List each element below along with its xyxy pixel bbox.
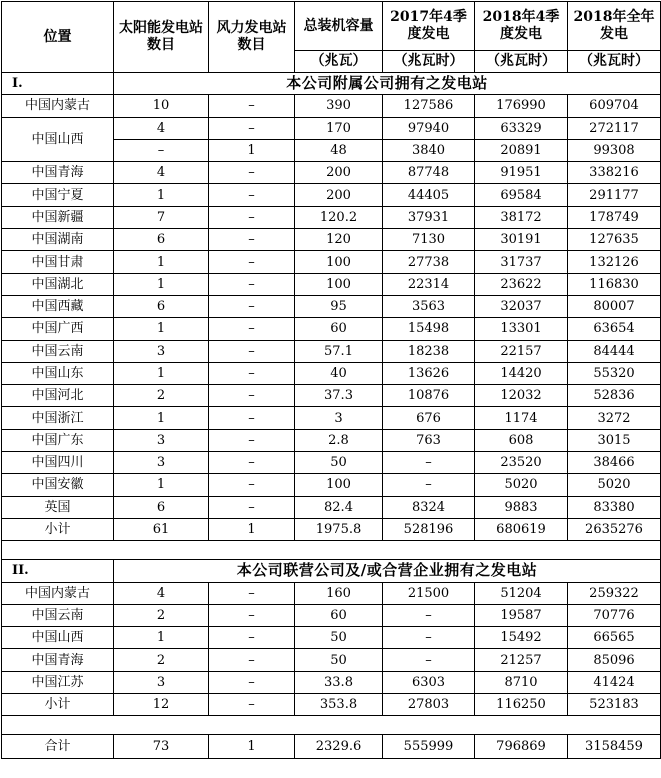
value-cell: 18238 — [383, 340, 475, 362]
value-cell: 85096 — [568, 649, 661, 671]
value-cell: 2 — [114, 385, 209, 407]
header-q4-2018-unit: （兆瓦时） — [475, 51, 568, 73]
value-cell: 13301 — [475, 318, 568, 340]
value-cell: 14420 — [475, 362, 568, 384]
value-cell: – — [209, 407, 295, 429]
value-cell: 41424 — [568, 671, 661, 693]
table-row — [2, 582, 661, 604]
value-cell: 37931 — [383, 206, 475, 228]
value-cell: 52836 — [568, 385, 661, 407]
value-cell: 6 — [114, 295, 209, 317]
value-cell: – — [209, 362, 295, 384]
value-cell: 31737 — [475, 251, 568, 273]
value-cell: 10 — [114, 95, 209, 117]
location-cell: 中国安徽 — [2, 474, 114, 496]
value-cell: 10876 — [383, 385, 475, 407]
value-cell: 95 — [295, 295, 383, 317]
value-cell: 116830 — [568, 273, 661, 295]
value-cell: 60 — [295, 318, 383, 340]
value-cell: 3 — [114, 429, 209, 451]
value-cell: 3158459 — [568, 735, 661, 759]
table-row — [2, 627, 661, 649]
header-q4-2017: 2017年4季度发电 — [383, 2, 475, 51]
value-cell: 33.8 — [295, 671, 383, 693]
value-cell: 48 — [295, 139, 383, 161]
value-cell: 91951 — [475, 162, 568, 184]
value-cell: 22314 — [383, 273, 475, 295]
value-cell: – — [209, 385, 295, 407]
spacer-row — [2, 541, 661, 560]
value-cell: 70776 — [568, 604, 661, 626]
location-cell: 中国甘肃 — [2, 251, 114, 273]
value-cell: 21257 — [475, 649, 568, 671]
location-cell: 中国内蒙古 — [2, 582, 114, 604]
value-cell: – — [209, 206, 295, 228]
value-cell: 390 — [295, 95, 383, 117]
value-cell: 160 — [295, 582, 383, 604]
header-fy-2018-unit: （兆瓦时） — [568, 51, 661, 73]
value-cell: 1 — [209, 518, 295, 540]
value-cell: 51204 — [475, 582, 568, 604]
table-row — [2, 474, 661, 496]
location-cell: 中国云南 — [2, 604, 114, 626]
value-cell: 44405 — [383, 184, 475, 206]
table-row — [2, 95, 661, 117]
value-cell: 12 — [114, 694, 209, 716]
table-row — [2, 452, 661, 474]
value-cell: 55320 — [568, 362, 661, 384]
value-cell: – — [209, 162, 295, 184]
section-title: 本公司附属公司拥有之发电站 — [114, 73, 661, 95]
value-cell: 5020 — [568, 474, 661, 496]
value-cell: 73 — [114, 735, 209, 759]
location-cell: 合计 — [2, 735, 114, 759]
value-cell: 27803 — [383, 694, 475, 716]
value-cell: 32037 — [475, 295, 568, 317]
value-cell: 116250 — [475, 694, 568, 716]
value-cell: – — [383, 649, 475, 671]
value-cell: 100 — [295, 251, 383, 273]
value-cell: – — [209, 474, 295, 496]
table-row — [2, 184, 661, 206]
value-cell: – — [114, 139, 209, 161]
value-cell: 8324 — [383, 496, 475, 518]
value-cell: 763 — [383, 429, 475, 451]
value-cell: 1174 — [475, 407, 568, 429]
value-cell: 3840 — [383, 139, 475, 161]
value-cell: 66565 — [568, 627, 661, 649]
value-cell: 609704 — [568, 95, 661, 117]
location-cell: 中国新疆 — [2, 206, 114, 228]
value-cell: 50 — [295, 649, 383, 671]
table-row — [2, 340, 661, 362]
value-cell: – — [209, 627, 295, 649]
value-cell: 680619 — [475, 518, 568, 540]
value-cell: 5020 — [475, 474, 568, 496]
location-cell: 英国 — [2, 496, 114, 518]
value-cell: 259322 — [568, 582, 661, 604]
location-cell: 中国山东 — [2, 362, 114, 384]
value-cell: – — [209, 295, 295, 317]
location-cell: 中国内蒙古 — [2, 95, 114, 117]
location-cell: 小计 — [2, 518, 114, 540]
location-cell: 中国山西 — [2, 627, 114, 649]
value-cell: 1 — [114, 362, 209, 384]
header-q4-2017-unit: （兆瓦时） — [383, 51, 475, 73]
value-cell: 127635 — [568, 229, 661, 251]
table-row — [2, 429, 661, 451]
table-row — [2, 117, 661, 139]
value-cell: 272117 — [568, 117, 661, 139]
section-header-row — [2, 560, 661, 582]
value-cell: – — [383, 452, 475, 474]
subtotal-row — [2, 694, 661, 716]
value-cell: 676 — [383, 407, 475, 429]
value-cell: 200 — [295, 184, 383, 206]
table-row — [2, 604, 661, 626]
value-cell: – — [209, 95, 295, 117]
value-cell: 1975.8 — [295, 518, 383, 540]
table-row — [2, 251, 661, 273]
spacer-row — [2, 716, 661, 735]
header-q4-2018: 2018年4季度发电 — [475, 2, 568, 51]
value-cell: 1 — [114, 407, 209, 429]
value-cell: 608 — [475, 429, 568, 451]
value-cell: 3272 — [568, 407, 661, 429]
section-label: I. — [2, 73, 114, 95]
location-cell: 中国湖北 — [2, 273, 114, 295]
value-cell: 1 — [114, 273, 209, 295]
location-cell: 中国湖南 — [2, 229, 114, 251]
table-row — [2, 206, 661, 228]
value-cell: 1 — [114, 184, 209, 206]
value-cell: 200 — [295, 162, 383, 184]
value-cell: – — [209, 671, 295, 693]
value-cell: – — [209, 318, 295, 340]
value-cell: – — [383, 474, 475, 496]
value-cell: 100 — [295, 474, 383, 496]
total-row — [2, 735, 661, 759]
header-location: 位置 — [2, 2, 114, 73]
value-cell: – — [209, 251, 295, 273]
value-cell: – — [383, 604, 475, 626]
location-cell: 中国江苏 — [2, 671, 114, 693]
value-cell: 3015 — [568, 429, 661, 451]
section-title: 本公司联营公司及/或合营企业拥有之发电站 — [114, 560, 661, 582]
value-cell: 22157 — [475, 340, 568, 362]
value-cell: 120.2 — [295, 206, 383, 228]
value-cell: 2635276 — [568, 518, 661, 540]
location-cell: 小计 — [2, 694, 114, 716]
spacer-cell — [2, 541, 661, 560]
value-cell: 1 — [209, 139, 295, 161]
value-cell: 178749 — [568, 206, 661, 228]
location-cell: 中国宁夏 — [2, 184, 114, 206]
value-cell: 15492 — [475, 627, 568, 649]
section-header-row — [2, 73, 661, 95]
value-cell: 40 — [295, 362, 383, 384]
value-cell: 338216 — [568, 162, 661, 184]
location-cell: 中国四川 — [2, 452, 114, 474]
value-cell: 3563 — [383, 295, 475, 317]
value-cell: 3 — [114, 340, 209, 362]
value-cell: 57.1 — [295, 340, 383, 362]
value-cell: 528196 — [383, 518, 475, 540]
value-cell: 2 — [114, 604, 209, 626]
table-row — [2, 318, 661, 340]
value-cell: 7130 — [383, 229, 475, 251]
value-cell: 353.8 — [295, 694, 383, 716]
value-cell: 50 — [295, 627, 383, 649]
table-row — [2, 385, 661, 407]
value-cell: 9883 — [475, 496, 568, 518]
value-cell: 176990 — [475, 95, 568, 117]
value-cell: 69584 — [475, 184, 568, 206]
value-cell: 20891 — [475, 139, 568, 161]
value-cell: 132126 — [568, 251, 661, 273]
value-cell: 23520 — [475, 452, 568, 474]
power-station-table — [1, 1, 661, 759]
table-row — [2, 671, 661, 693]
value-cell: 170 — [295, 117, 383, 139]
value-cell: – — [209, 694, 295, 716]
value-cell: – — [209, 649, 295, 671]
location-cell: 中国浙江 — [2, 407, 114, 429]
value-cell: 120 — [295, 229, 383, 251]
value-cell: 2329.6 — [295, 735, 383, 759]
table-row — [2, 162, 661, 184]
value-cell: 6 — [114, 229, 209, 251]
value-cell: 19587 — [475, 604, 568, 626]
value-cell: 291177 — [568, 184, 661, 206]
value-cell: 63654 — [568, 318, 661, 340]
value-cell: 100 — [295, 273, 383, 295]
value-cell: – — [209, 273, 295, 295]
table-row — [2, 496, 661, 518]
value-cell: 97940 — [383, 117, 475, 139]
value-cell: 82.4 — [295, 496, 383, 518]
value-cell: 7 — [114, 206, 209, 228]
table-row — [2, 649, 661, 671]
value-cell: 3 — [114, 452, 209, 474]
value-cell: 4 — [114, 117, 209, 139]
location-cell: 中国山西 — [2, 117, 114, 162]
value-cell: 2.8 — [295, 429, 383, 451]
value-cell: 21500 — [383, 582, 475, 604]
value-cell: 63329 — [475, 117, 568, 139]
value-cell: – — [209, 604, 295, 626]
value-cell: 6303 — [383, 671, 475, 693]
section-label: II. — [2, 560, 114, 582]
value-cell: 80007 — [568, 295, 661, 317]
value-cell: 555999 — [383, 735, 475, 759]
location-cell: 中国云南 — [2, 340, 114, 362]
value-cell: 1 — [114, 474, 209, 496]
header-capacity-unit: （兆瓦） — [295, 51, 383, 73]
header-solar-count: 太阳能发电站数目 — [114, 2, 209, 73]
value-cell: 127586 — [383, 95, 475, 117]
value-cell: 30191 — [475, 229, 568, 251]
value-cell: 4 — [114, 162, 209, 184]
value-cell: 6 — [114, 496, 209, 518]
value-cell: 99308 — [568, 139, 661, 161]
value-cell: – — [209, 429, 295, 451]
value-cell: 23622 — [475, 273, 568, 295]
subtotal-row — [2, 518, 661, 540]
table-row — [2, 229, 661, 251]
value-cell: – — [383, 627, 475, 649]
value-cell: 1 — [114, 318, 209, 340]
value-cell: 1 — [114, 627, 209, 649]
value-cell: 1 — [209, 735, 295, 759]
value-cell: 4 — [114, 582, 209, 604]
value-cell: – — [209, 184, 295, 206]
value-cell: 3 — [114, 671, 209, 693]
location-cell: 中国西藏 — [2, 295, 114, 317]
location-cell: 中国河北 — [2, 385, 114, 407]
location-cell: 中国青海 — [2, 649, 114, 671]
value-cell: 8710 — [475, 671, 568, 693]
header-fy-2018: 2018年全年发电 — [568, 2, 661, 51]
table-row — [2, 362, 661, 384]
location-cell: 中国广西 — [2, 318, 114, 340]
table-row — [2, 295, 661, 317]
value-cell: 2 — [114, 649, 209, 671]
value-cell: 12032 — [475, 385, 568, 407]
value-cell: – — [209, 496, 295, 518]
value-cell: – — [209, 340, 295, 362]
header-wind-count: 风力发电站数目 — [209, 2, 295, 73]
value-cell: 61 — [114, 518, 209, 540]
header-capacity: 总装机容量 — [295, 2, 383, 51]
table-row — [2, 273, 661, 295]
value-cell: 27738 — [383, 251, 475, 273]
value-cell: 50 — [295, 452, 383, 474]
value-cell: – — [209, 229, 295, 251]
value-cell: – — [209, 582, 295, 604]
table-body — [2, 73, 661, 759]
spacer-cell — [2, 716, 661, 735]
value-cell: 15498 — [383, 318, 475, 340]
value-cell: 83380 — [568, 496, 661, 518]
value-cell: 84444 — [568, 340, 661, 362]
value-cell: 87748 — [383, 162, 475, 184]
value-cell: 1 — [114, 251, 209, 273]
value-cell: 37.3 — [295, 385, 383, 407]
value-cell: 523183 — [568, 694, 661, 716]
value-cell: 13626 — [383, 362, 475, 384]
value-cell: 796869 — [475, 735, 568, 759]
value-cell: – — [209, 117, 295, 139]
value-cell: 60 — [295, 604, 383, 626]
value-cell: 38466 — [568, 452, 661, 474]
value-cell: 3 — [295, 407, 383, 429]
table-row — [2, 407, 661, 429]
value-cell: – — [209, 452, 295, 474]
location-cell: 中国青海 — [2, 162, 114, 184]
value-cell: 38172 — [475, 206, 568, 228]
location-cell: 中国广东 — [2, 429, 114, 451]
